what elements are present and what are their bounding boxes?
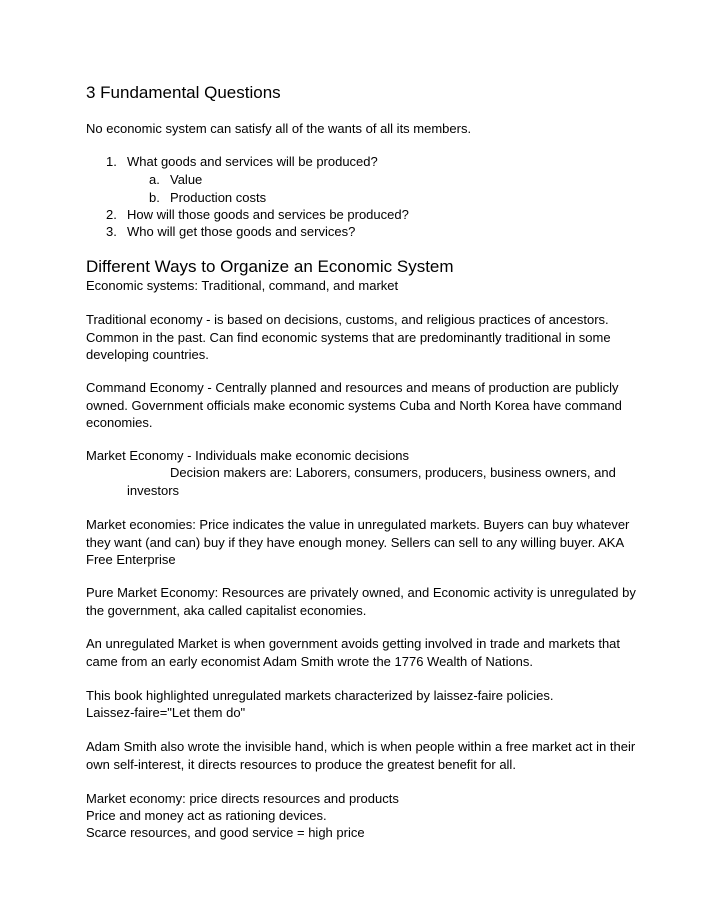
paragraph-invisible-hand: Adam Smith also wrote the invisible hand, which is when people within a free market act in their own self-interest, it directs resources to produce the greatest benefit for all. — [86, 739, 636, 772]
list-item-text: Value — [170, 172, 203, 187]
subheading-economic-systems: Economic systems: Traditional, command, and market — [86, 278, 399, 293]
list-marker: a. — [149, 172, 160, 187]
paragraph-command-economy: Command Economy - Centrally planned and resources and means of production are publicly owned. Government officials make economic systems Cuba and North Korea have command economies. — [86, 380, 622, 430]
list-marker: 3. — [106, 224, 117, 239]
heading-fundamental-questions: 3 Fundamental Questions — [86, 83, 281, 102]
intro-paragraph: No economic system can satisfy all of the wants of all its members. — [86, 121, 472, 136]
heading-organize-economic-system: Different Ways to Organize an Economic System — [86, 257, 454, 276]
list-marker: b. — [149, 190, 160, 205]
paragraph-book-highlight: This book highlighted unregulated markets characterized by laissez-faire policies. — [86, 688, 554, 703]
paragraph-market-economy: Market Economy - Individuals make economic decisions — [86, 448, 409, 463]
list-item-text: What goods and services will be produced? — [127, 154, 378, 169]
paragraph-traditional-economy: Traditional economy - is based on decisions, customs, and religious practices of ancestors. Common in the past. Can find economic systems that are predominantly traditional in some developing countries. — [86, 312, 611, 362]
paragraph-pure-market-economy: Pure Market Economy: Resources are privately owned, and Economic activity is unregulated by the government, aka called capitalist economies. — [86, 585, 636, 618]
list-item-text: How will those goods and services be produced? — [127, 207, 409, 222]
closing-line-2: Price and money act as rationing devices. — [86, 808, 327, 823]
closing-line-3: Scarce resources, and good service = high price — [86, 825, 365, 840]
list-item-text: Production costs — [170, 190, 267, 205]
decision-makers-line: Decision makers are: Laborers, consumers, producers, business owners, and — [170, 465, 616, 480]
closing-line-1: Market economy: price directs resources and products — [86, 791, 399, 806]
paragraph-market-economies: Market economies: Price indicates the value in unregulated markets. Buyers can buy whatever they want (and can) buy if they have enough money. Sellers can sell to any willing buyer. AKA Free Enterprise — [86, 517, 630, 567]
list-item-text: Who will get those goods and services? — [127, 224, 356, 239]
paragraph-unregulated-market: An unregulated Market is when government avoids getting involved in trade and markets that came from an early economist Adam Smith wrote the 1776 Wealth of Nations. — [86, 636, 621, 669]
decision-makers-continuation: investors — [127, 483, 180, 498]
list-marker: 2. — [106, 207, 117, 222]
laissez-faire-line: Laissez-faire="Let them do" — [86, 705, 246, 720]
list-marker: 1. — [106, 154, 117, 169]
